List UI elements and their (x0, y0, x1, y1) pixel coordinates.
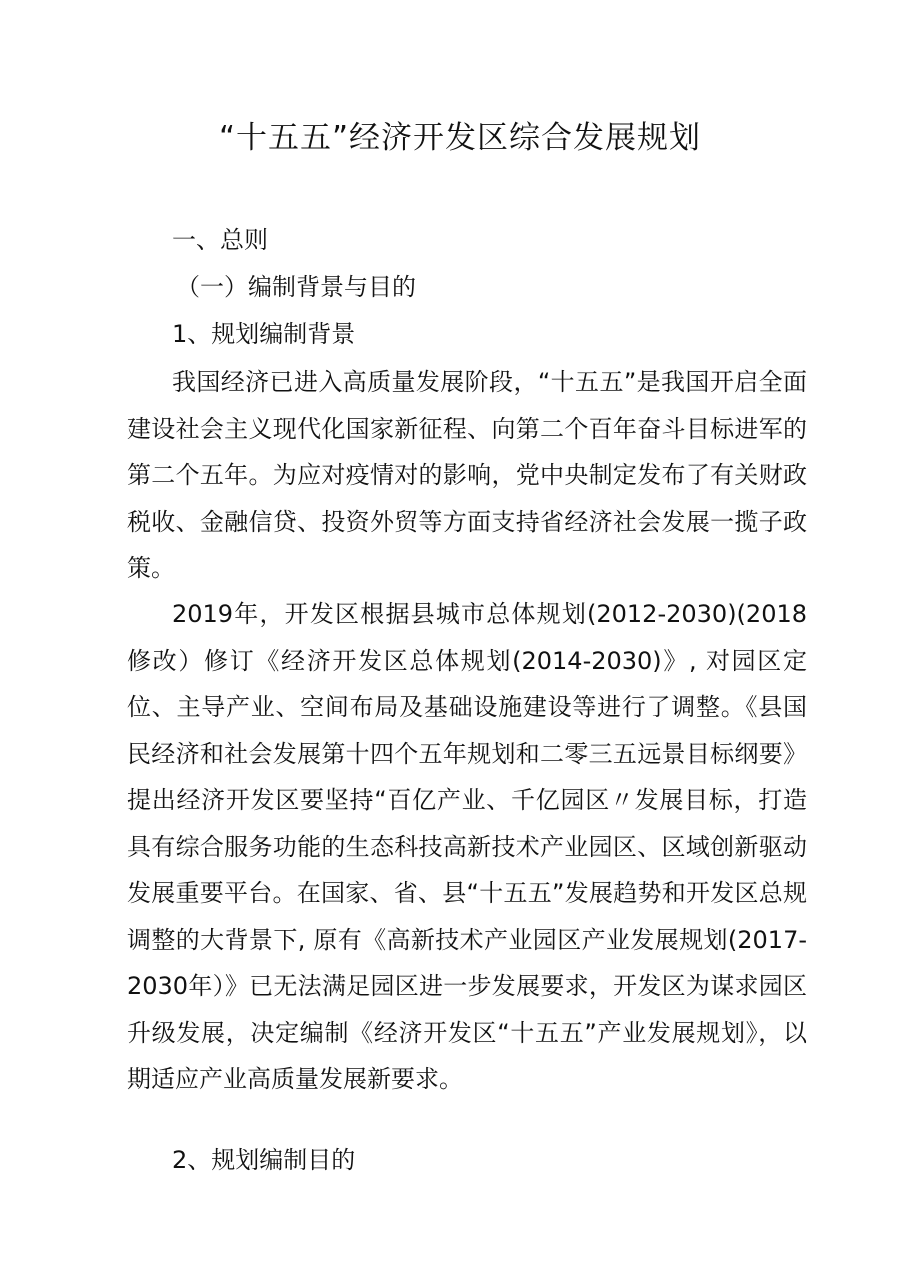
paragraph-economic-context: 我国经济已进入高质量发展阶段，“十五五”是我国开启全面建设社会主义现代化国家新征程、向第二个百年奋斗目标进军的第二个五年。为应对疫情对的影响，党中央制定发布了有关财政税收、金融信贷、投资外贸等方面支持省经济社会发展一揽子政策。 (127, 368, 807, 582)
subsection-heading-background-purpose: （一）编制背景与目的 (176, 273, 416, 301)
item-heading-background: 1、规划编制背景 (172, 320, 356, 348)
item-heading-purpose: 2、规划编制目的 (172, 1146, 356, 1174)
section-heading-general: 一、总则 (172, 226, 268, 254)
document-title: “十五五”经济开发区综合发展规划 (218, 120, 702, 156)
paragraph-development-zone: 2019年，开发区根据县城市总体规划(2012-2030)(2018修改）修订《经济开发区总体规划(2014-2030)》, 对园区定位、主导产业、空间布局及基础设施建设等进行了调整。《县国民经济和社会发展第十四个五年规划和二零三五远景目标纲要》提出经济开发区要坚持“百亿产业、千亿园区〃发展目标，打造具有综合服务功能的生态科技高新技术产业园区、区域创新驱动发展重要平台。在国家、省、县“十五五”发展趋势和开发区总规调整的大背景下, 原有《高新技术产业园区产业发展规划(2017-2030年）》已无法满足园区进一步发展要求，开发区为谋求园区升级发展，决定编制《经济开发区“十五五”产业发展规划》，以期适应产业高质量发展新要求。 (127, 600, 807, 1093)
